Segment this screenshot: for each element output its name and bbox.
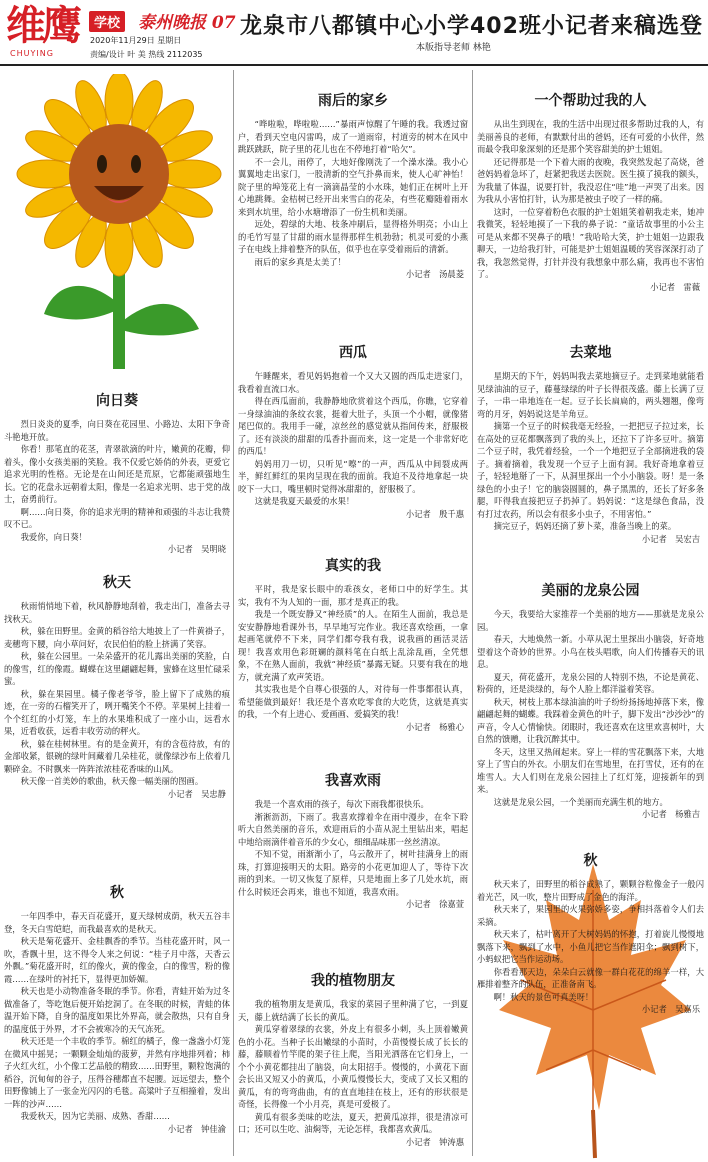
page-title: 龙泉市八都镇中心小学402班小记者来稿选登 <box>240 14 703 39</box>
article-paragraph: 夏天，荷花盛开，龙泉公园的人特别不热，不论是黄花、粉荷的，还是淡绿的，每个人脸上都洋溢着笑容。 <box>477 671 704 694</box>
article-paragraph: 秋天，树枝上那本绿油油的叶子纷纷扬扬地掉落下来，像翩翩起舞的蝴蝶。我踩着金黄色的叶子，脚下发出“沙沙沙”的声音，令人心情愉快。闭眼时，我还喜欢在这里欢喜树叶，大自然的馈赠，让我沉醉其中。 <box>477 696 704 744</box>
article-title: 雨后的家乡 <box>318 93 388 109</box>
article-paragraph: 秋天来了，果园里的火果弥娇多姿，争相抖落着令人们去采摘。 <box>477 904 704 927</box>
article-paragraph: 你看！那笔直的花茎，青翠欲滴的叶片，嫩黄的花瓣，仰着头，像小女孩美丽的笑脸。我不仅爱它娇俏的外表，更爱它追求光明的性格。无论是在山间还是荒原，它都能顽强地生长。它的花盘永远朝着太阳，像是一名追求光明、忠于党的战士，奋勇前行。 <box>4 444 230 504</box>
article-paragraph: 得在西瓜面前，我静静地欣赏着这个西瓜，你瞧，它穿着一身绿油油的条纹衣裳，挺着大肚子，头顶一个小帽，就像猪尾巴似的。我用手一碰，凉丝丝的感觉就从指间传来，舒服极了。还有淡淡的甜甜的瓜香扑面而来，这一定是一个非常好吃的西瓜！ <box>238 396 468 456</box>
advisor-line: 本版指导老师 林艳 <box>416 43 491 53</box>
article-paragraph: 我爱你，向日葵！ <box>20 531 87 542</box>
column-left <box>4 70 230 1160</box>
article-author: 小记者 吴忠静 <box>167 788 226 799</box>
column-divider <box>233 70 234 1156</box>
article-paragraph: 摘完豆子，妈妈还摘了萝卜菜，准备当晚上的菜。 <box>493 521 677 531</box>
article-title: 秋 <box>110 885 124 901</box>
article-paragraph: 秋，躲在田野里。金黄的稻谷给大地披上了一件黄褂子，麦穗弯下腰，向小草问好，农民伯伯的脸上挤满了笑容。 <box>4 626 230 649</box>
article-paragraph: 啊……向日葵，你的追求光明的精神和顽强的斗志让我赞叹不已。 <box>4 506 230 529</box>
article-paragraph: 秋天来了，枯叶离开了大树妈妈的怀抱，打着旋儿慢慢地飘落下来，飘到了水中，小鱼儿把它当作遮阳伞；飘到树下，小蚂蚁把它当作运动场。 <box>477 929 704 964</box>
article-love-rain <box>238 770 468 911</box>
article-author: 小记者 钟佳渝 <box>167 1123 226 1134</box>
article-author: 小记者 吴明晓 <box>167 544 226 554</box>
article-helper <box>477 90 704 294</box>
article-title: 真实的我 <box>325 558 381 574</box>
column-middle <box>238 70 468 1160</box>
paper-name: 泰州晚报 07 <box>138 13 236 33</box>
article-author: 小记者 汤晨菱 <box>405 269 464 279</box>
article-rain-hometown <box>238 90 468 281</box>
article-author: 小记者 吴嘉乐 <box>641 1004 700 1014</box>
article-paragraph: 这就是龙泉公园，一个美丽而充满生机的地方。 <box>493 796 668 807</box>
article-author: 小记者 徐嘉萱 <box>405 899 464 909</box>
article-longquan-park <box>477 580 704 821</box>
article-paragraph: 我的植物朋友是黄瓜，我家的菜园子里种满了它，一到夏天，藤上就结满了长长的黄瓜。 <box>238 999 468 1022</box>
article-author: 小记者 杨雅吉 <box>641 809 700 819</box>
article-paragraph: 秋天来了，田野里的稻谷成熟了，颗颗谷粒像金子一般闪着光芒，风一吹，整片田野成了金色的海洋。 <box>477 879 704 902</box>
article-watermelon <box>238 342 468 521</box>
section-badge: 学校 <box>89 11 125 32</box>
article-paragraph: 妈妈用刀一切，只听见“嚓”的一声，西瓜从中间裂成两半，鲜红鲜红的果肉呈现在我的面前。我迫不及待地拿起一块咬下一大口，嘴里顿时觉得冰甜甜的，舒服极了。 <box>238 458 468 494</box>
article-paragraph: 还记得那是一个下着大雨的夜晚，我突然发起了高烧，爸爸妈妈着急坏了，赶紧把我送去医院。医生摸了摸我的额头，为我量了体温，说要打针，我没忍住“哇”地一声哭了出来。因为我从小害怕打针，认为那是被虫子咬了一样的痛。 <box>477 156 704 204</box>
article-paragraph: 秋，躲在公园里。一朵朵盛开的花儿露出美丽的笑脸，白的像雪，红的像霞。蝴蝶在这里翩翩起舞，蜜蜂在这里忙碌采蜜。 <box>4 651 230 686</box>
article-paragraph: 这就是我夏天最爱的水果！ <box>254 496 355 506</box>
article-paragraph: 我是一个既安静又“神经质”的人。在陌生人面前，我总是安安静静地看课外书，早早地写完作业。我还喜欢绘画，一拿起画笔就停不下来，同学们都夸我有我，说我画的画活灵活现！我喜欢用色彩斑斓的颜料笔在白纸上乱涂乱画，全凭想象，不在熟人面前，我就“神经质”暴露无疑。只要有我在的地方，就充满了欢声笑语。 <box>238 609 468 682</box>
article-paragraph: 今天，我要给大家推荐一个美丽的地方——那就是龙泉公园。 <box>477 609 704 632</box>
article-paragraph: 摘第一个豆子的时候我毫无经验，一把把豆子拉过来，长在高处的豆花都飘落到了我的头上，还拉下了许多豆叶。摘第二个豆子时，我凭着经验，一个一个地把豆子全部摘进我的袋子。摘着摘着，我发现一个豆子上面有洞。我好奇地拿着豆子，轻轻地掰了一下，从洞里探出一个小小脑袋。呀！是一条绿色的小虫子！它的脑袋圆圆的，鼻子黑黑的，还长了好多条腿，吓得我直接把豆子扔掉了。妈妈说：“这是绿色食品，没有打过农药，所以会有很多小虫子，不用害怕。” <box>477 421 704 519</box>
article-paragraph: 午睡醒来，看见妈妈抱着一个又大又圆的西瓜走进家门，我看着直流口水。 <box>238 371 468 394</box>
article-title: 西瓜 <box>339 345 367 361</box>
article-vegetable-field <box>477 342 704 546</box>
article-paragraph: 从出生到现在，我的生活中出现过很多帮助过我的人，有美丽善良的老师，有默默付出的爸妈，还有可爱的小伙伴，然而最令我印象深刻的还是那个笑容甜美的护士姐姐。 <box>477 119 704 154</box>
article-paragraph: 秋，躲在果园里。橘子像老爷爷，脸上留下了成熟的痕迹，在一旁的石榴笑开了，咧开嘴笑个不停。苹果树上挂着一个个红红的小灯笼，车上的水果堆积成了一座小山，远看水果，近看收获，远看丰收劳动的秤火。 <box>4 688 230 736</box>
article-paragraph: 星期天的下午，妈妈叫我去菜地摘豆子。走到菜地就能看见绿油油的豆子，藤蔓绿绿的叶子长得很茂盛。藤上长满了豆子，一串一串地连在一起。豆子长长扁扁的，两头翘翘，像弯弯的月牙，妈妈说这是羊角豆。 <box>477 371 704 419</box>
article-paragraph: 秋雨悄悄地下着，秋风静静地刮着，我走出门，准备去寻找秋天。 <box>4 601 230 624</box>
article-paragraph: 我是一个喜欢雨的孩子，每次下雨我都很快乐。 <box>254 799 429 809</box>
article-paragraph: 一年四季中，春天百花盛开，夏天绿树成荫，秋天五谷丰登，冬天白雪皑皑，而我最喜欢的是秋天。 <box>4 911 230 934</box>
article-autumn-2 <box>4 882 230 1136</box>
article-paragraph: 你看看那天边，朵朵白云就像一群白花花的绵羊一样，大雁排着整齐的队伍，正准备南飞。 <box>477 966 704 989</box>
article-author: 小记者 吴宏吉 <box>641 533 700 544</box>
article-paragraph: 不知不觉，雨渐渐小了，乌云散开了，树叶挂满身上的雨珠，打算迎接明天的太阳。路旁的小花更加迎人了，等待下次雨的到来。一切又恢复了原样，只是地面上多了几处水坑，雨什么时候还会再来，谁也不知道，我喜欢雨。 <box>238 849 468 897</box>
article-autumn-3 <box>477 850 704 1016</box>
article-author: 小记者 殷千惠 <box>405 508 464 519</box>
article-title: 美丽的龙泉公园 <box>541 583 640 599</box>
article-paragraph: 春天，大地焕然一新。小草从泥土里探出小脑袋，好奇地望着这个奇妙的世界。小鸟在枝头唱歌，向人们传播春天的讯息。 <box>477 634 704 669</box>
article-title: 向日葵 <box>96 393 138 409</box>
masthead <box>0 0 708 66</box>
article-author: 小记者 雷薇 <box>650 281 700 292</box>
logo-subtitle: CHUYING <box>10 49 54 58</box>
column-divider <box>472 70 473 1156</box>
article-paragraph: “哗啦啦，哗啦啦……”暴雨声惊醒了午睡的我。我透过窗户，看到天空电闪雷鸣，成了一道雨帘，村道旁的树木在风中跳跃跳跃，院子里的花儿也在不停地打着“哈欠”。 <box>238 119 468 154</box>
article-paragraph: 黄瓜穿着翠绿的衣裳，外皮上有很多小刺，头上顶着嫩黄色的小花。当种子长出嫩绿的小苗时，小苗慢慢长成了长长的藤，藤顺着竹竿爬的架子往上爬，当阳光洒落在它们身上，一个个小黄花都挂出了脑袋，向太阳招手。慢慢的，小黄花下面会长出又短又小的黄瓜，小黄瓜慢慢长大，变成了又长又粗的黄瓜，有的弯弯曲曲，有的直直地挂在枝上，还有的形状很是奇怪，长得像一个小月亮，真是可爱极了。 <box>238 1024 468 1109</box>
date-line: 2020年11月29日 星期日 <box>90 36 182 45</box>
article-paragraph: 秋天还是一个丰收的季节。棉红的橘子，像一盏盏小灯笼在微风中摇晃；一颗颗金灿灿的菠萝，并然有序地排列着；柿子火红火红，小个像工艺品般的精致……田野里，颗粒饱满的稻谷，沉甸甸的谷子，压得谷穗都直不起腰。远远望去，整个田野像铺上了一张金光闪闪的毛毯。高粱叶子互相撞着，发出一阵的沙声…… <box>4 1036 230 1109</box>
article-paragraph: 啊！秋天的景色可真美呀！ <box>493 991 594 1002</box>
article-title: 秋天 <box>103 575 131 591</box>
article-paragraph: 我爱秋天，因为它美丽、成熟、香甜…… <box>20 1111 170 1121</box>
article-real-me <box>238 555 468 734</box>
article-title: 秋 <box>583 853 598 869</box>
logo: 维鹰 <box>6 2 78 49</box>
article-paragraph: 秋天也是小动物准备冬眠的季节。你看，青蛙开始为过冬做准备了，等吃饱后便开始挖洞了。在冬眠的时候，青蛙的体温开始下降，自身的温度如果比外界高，就会散热，只有自身的温度低于外界，才不会被寒冷的天气冻死。 <box>4 986 230 1034</box>
article-paragraph: 烈日炎炎的夏季，向日葵在花园里、小路边、太阳下争奇斗艳地开放。 <box>4 419 230 442</box>
article-paragraph: 黄瓜有很多美味的吃法，夏天，把黄瓜凉拌，很是清凉可口；还可以生吃、油焖等，无论怎样，我都喜欢黄瓜。 <box>238 1111 468 1134</box>
article-paragraph: 其实我也是个自尊心很强的人，对待每一件事都很认真，希望能做到最好！我还是个喜欢吃零食的大吃货，这就是真实的我，一个有上进心、爱画画、爱搞笑的我！ <box>238 684 468 719</box>
article-paragraph: 雨后的家乡真是太美了！ <box>254 256 346 267</box>
article-title: 我的植物朋友 <box>311 973 395 989</box>
article-paragraph: 秋天像一首美妙的歌曲，秋天像一幅美丽的图画。 <box>20 776 204 786</box>
sunflower-illustration <box>14 74 224 374</box>
column-right <box>477 70 704 1160</box>
article-title: 去菜地 <box>569 345 612 361</box>
article-paragraph: 秋天是菊花盛开、金桂飘香的季节。当桂花盛开时，风一吹，香飘十里，这不得令人来之何说：“桂子月中落，天香云外飘。”菊花盛开时，红的像火，黄的像金，白的像雪，粉的像霞……在绿叶的衬托下，显得更加娇媚。 <box>4 936 230 984</box>
sunflower-face <box>69 124 169 224</box>
article-paragraph: 秋，躲在桂树林里。有的是金黄开，有的含苞待放，有的金部收紧，银碗的绿叶间藏着几朵桂花，就像绿沙布上依着几颗碎金。不时飘来一阵阵浓浓桂花香味的山风。 <box>4 738 230 774</box>
article-paragraph: 这时，一位穿着粉色衣服的护士姐姐笑着朝我走来，她冲我微笑，轻轻地摸了一下我的鼻子说：“童话故事里的小公主可是从来都不哭鼻子的哦！”我哈哈大笑，护士姐姐一边跟我聊天，一边给我打针，可能是护士姐姐温暖的笑容深深打动了我，我忽然觉得，打针并没有我想象中那么痛，我再也不害怕了。 <box>477 206 704 279</box>
article-plant-friend <box>238 970 468 1149</box>
article-paragraph: 淅淅沥沥，下雨了。我喜欢撑着伞在雨中漫步，在伞下聆听大自然美丽的音乐，欢迎雨后的小苗从泥土里钻出来，唱起中地给雨滴伴着音乐的少女心，细细品味那一丝丝清凉。 <box>238 811 468 847</box>
article-autumn <box>4 572 230 801</box>
article-author: 小记者 杨雅心 <box>405 721 464 732</box>
article-title: 一个帮助过我的人 <box>534 93 647 109</box>
article-paragraph: 平时，我是家长眼中的乖孩女，老师口中的好学生。其实，我有不为人知的一面，那才是真正的我。 <box>238 584 468 607</box>
article-sunflower <box>4 390 230 556</box>
article-paragraph: 冬天，这里又热闹起来。穿上一样的雪花飘落下来，大地穿上了雪白的外衣。小朋友们在雪地里，在打雪仗，还有的在堆雪人。大人们则在龙泉公园挂上了红灯笼，迎接新年的到来。 <box>477 746 704 794</box>
article-paragraph: 远处，碧绿的大地、枝条冲刷后，显得格外明亮；小山上的毛竹写显了甘甜的雨水显得那样生机勃勃；机灵可爱的小燕子在电线上排着整齐的队伍，似乎也在享受着雨后的清新。 <box>238 219 468 254</box>
article-title: 我喜欢雨 <box>325 773 381 789</box>
article-author: 小记者 钟涛惠 <box>405 1136 464 1147</box>
article-paragraph: 不一会儿，雨停了，大地好像刚洗了一个澡水澡。我小心翼翼地走出家门，一股清新的空气扑鼻而来，使人心旷神怡！院子里的埠笼花上有一滴滴晶莹的小水珠，她们正在树叶上开心地跳舞。金桔树已经开出来雪白的花朵，有些花瓣随着雨水来到水坑里，给小水塘增添了一份生机和美丽。 <box>238 156 468 217</box>
editor-line: 责编/设计 叶 美 热线 2112035 <box>90 50 203 59</box>
